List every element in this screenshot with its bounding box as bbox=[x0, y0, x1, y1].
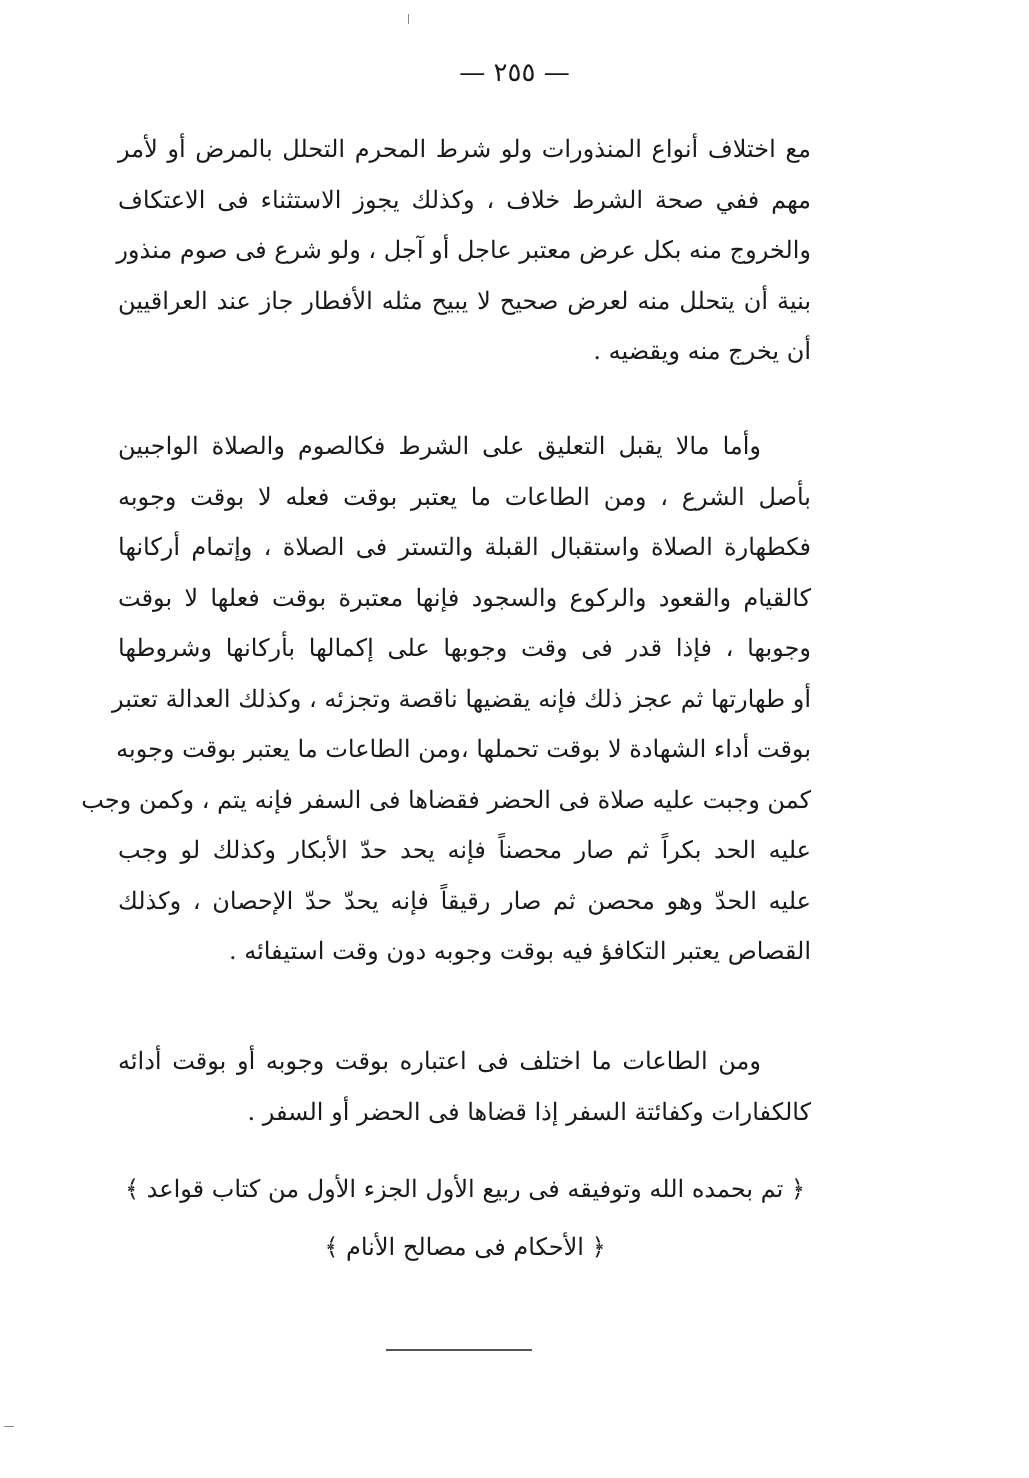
paragraph-2 bbox=[81, 421, 811, 977]
page-number: — ٢٥٥ — bbox=[459, 58, 570, 88]
paragraph-3-line: ومن الطاعات ما اختلف فى اعتباره بوقت وجوبه أو بوقت أدائه bbox=[118, 1047, 761, 1075]
paragraph-2-line: وأما مالا يقبل التعليق على الشرط فكالصوم والصلاة الواجبين bbox=[118, 432, 761, 460]
paragraph-1-line: مع اختلاف أنواع المنذورات ولو شرط المحرم التحلل بالمرض أو لأمر bbox=[118, 135, 811, 163]
paragraph-1-line: والخروج منه بكل عرض معتبر عاجل أو آجل ، ولو شرع فى صوم منذور bbox=[116, 236, 811, 264]
paragraph-2-line: القصاص يعتبر التكافؤ فيه بوقت وجوبه دون وقت استيفائه . bbox=[228, 937, 811, 965]
paragraph-3 bbox=[118, 1036, 811, 1137]
paragraph-2-line: عليه الحدّ وهو محصن ثم صار رقيقاً فإنه يحدّ حدّ الإحصان ، وكذلك bbox=[118, 886, 811, 915]
paragraph-2-line: كالقيام والقعود والركوع والسجود فإنها معتبرة بوقت فعلها لا بوقت bbox=[118, 583, 811, 612]
paragraph-2-line: بوقت أداء الشهادة لا بوقت تحملها ،ومن الطاعات ما يعتبر بوقت وجوبه bbox=[116, 735, 811, 763]
paragraph-2-line: كمن وجبت عليه صلاة فى الحضر فقضاها فى السفر فإنه يتم ، وكمن وجب bbox=[81, 785, 811, 814]
paragraph-2-line: بأصل الشرع ، ومن الطاعات ما يعتبر بوقت فعله لا بوقت وجوبه bbox=[118, 482, 811, 511]
paragraph-1-line: مهم ففي صحة الشرط خلاف ، وكذلك يجوز الاستثناء فى الاعتكاف bbox=[118, 185, 811, 214]
colophon bbox=[100, 1160, 830, 1276]
colophon-line: ﴿ الأحكام فى مصالح الأنام ﴾ bbox=[324, 1233, 606, 1261]
paragraph-2-line: أو طهارتها ثم عجز ذلك فإنه يقضيها ناقصة وتجزئه ، وكذلك العدالة تعتبر bbox=[111, 684, 811, 713]
paragraph-3-line: كالكفارات وكفائتة السفر إذا قضاها فى الحضر أو السفر . bbox=[247, 1097, 811, 1126]
paragraph-1-line: بنية أن يتحلل منه لعرض صحيح لا يبيح مثله الأفطار جاز عند العراقيين bbox=[118, 286, 811, 315]
colophon-line: ﴿ تم بحمده الله وتوفيقه فى ربيع الأول الجزء الأول من كتاب قواعد ﴾ bbox=[124, 1175, 806, 1203]
paragraph-2-line: فكطهارة الصلاة واستقبال القبلة والتستر فى الصلاة ، وإتمام أركانها bbox=[118, 533, 811, 561]
end-rule bbox=[386, 1349, 532, 1351]
paragraph-1 bbox=[118, 124, 811, 377]
paragraph-2-line: وجوبها ، فإذا قدر فى وقت وجوبها على إكمالها بأركانها وشروطها bbox=[118, 634, 811, 662]
scan-mark-top bbox=[408, 14, 409, 24]
scan-mark-left bbox=[4, 1426, 14, 1427]
paragraph-1-line: أن يخرج منه ويقضيه . bbox=[593, 337, 811, 365]
paragraph-2-line: عليه الحد بكراً ثم صار محصناً فإنه يحد حدّ الأبكار وكذلك لو وجب bbox=[118, 836, 811, 864]
